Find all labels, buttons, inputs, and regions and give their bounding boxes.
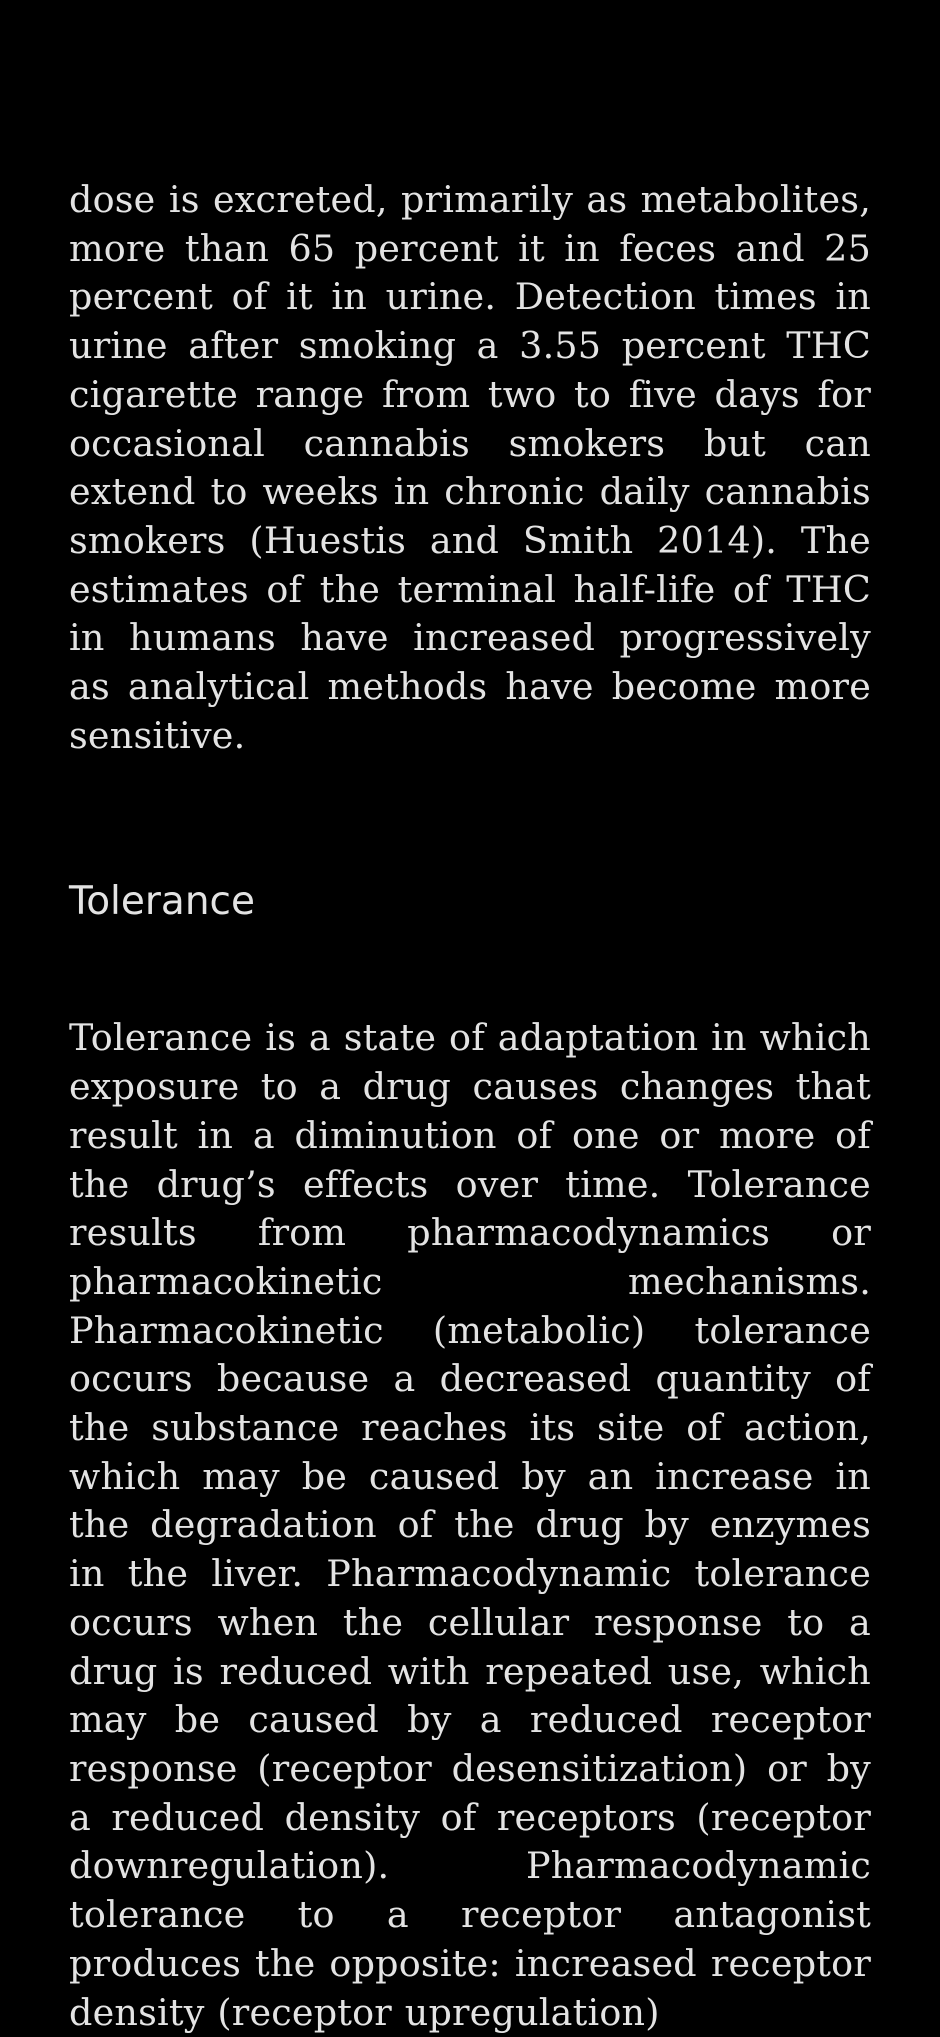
body-paragraph: dose is excreted, primarily as metabolites, more than 65 percent it in feces and 25 percent of it in urine. Detection times in urine after smoking a 3.55 percent THC cigarette range from two to five days for occasional cannabis smokers but can extend to weeks in chronic daily cannabis smokers (Huestis and Smith 2014). The estimates of the terminal half-life of THC in humans have increased progressively as analytical methods have become more sensitive. (69, 178, 871, 757)
section-heading: Tolerance (69, 879, 255, 925)
body-paragraph: Tolerance is a state of adaptation in which exposure to a drug causes changes that result in a diminution of one or more of the drug’s effects over time. Tolerance results from pharmacodynamics or pharmacokinetic mechanisms. Pharmacokinetic (metabolic) tolerance occurs because a decreased quantity of the substance reaches its site of action, which may be caused by an increase in the degradation of the drug by enzymes in the liver. Pharmacodynamic tolerance occurs when the cellular response to a drug is reduced with repeated use, which may be caused by a reduced receptor response (receptor desensitization) or by a reduced density of receptors (receptor downregulation). Pharmacodynamic tolerance to a receptor antagonist produces the opposite: increased receptor density (receptor upregulation) (69, 1016, 871, 2034)
reader-page (69, 176, 871, 2037)
